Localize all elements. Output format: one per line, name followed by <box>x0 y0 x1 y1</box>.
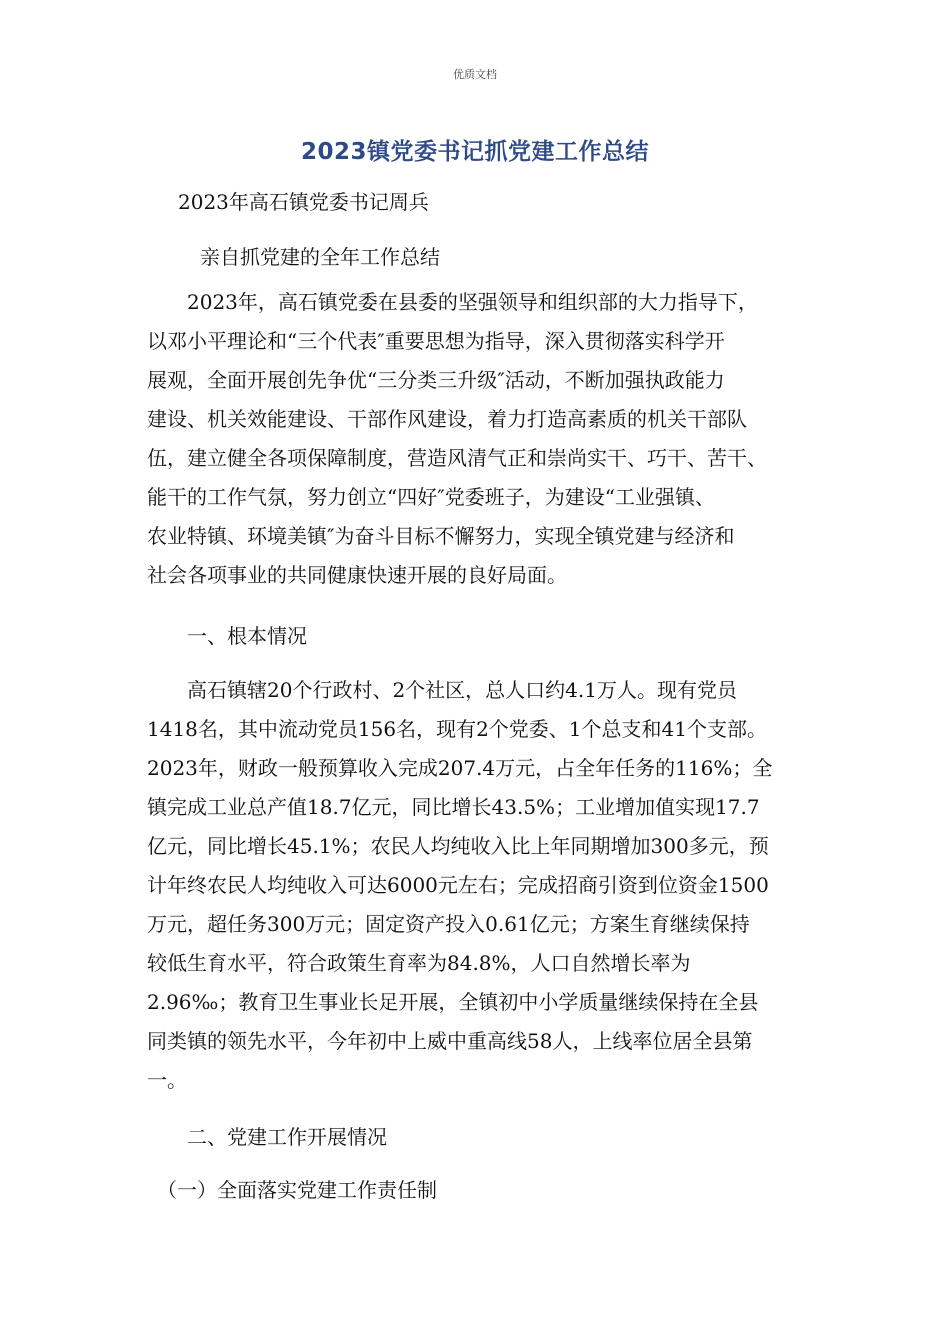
intro-line: 建设、机关效能建设、干部作风建设，着力打造高素质的机关干部队 <box>147 407 747 431</box>
subtitle-line-1: 2023年高石镇党委书记周兵 <box>178 190 429 214</box>
section-1-line: 一。 <box>147 1068 187 1092</box>
intro-line: 社会各项事业的共同健康快速开展的良好局面。 <box>147 563 567 587</box>
section-1-line: 镇完成工业总产值18.7亿元，同比增长43.5%；工业增加值实现17.7 <box>147 795 760 819</box>
section-1-paragraph <box>147 671 807 1100</box>
intro-paragraph <box>147 283 807 595</box>
intro-line: 展观，全面开展创先争优“三分类三升级″活动，不断加强执政能力 <box>147 368 725 392</box>
section-2-sub-1-wrap <box>147 1171 807 1210</box>
section-1-heading-wrap <box>147 617 807 656</box>
section-1-line: 1418名，其中流动党员156名，现有2个党委、1个总支和41个支部。 <box>147 717 767 741</box>
intro-line: 以邓小平理论和“三个代表″重要思想为指导，深入贯彻落实科学开 <box>147 329 725 353</box>
section-2-heading: 二、党建工作开展情况 <box>147 1125 387 1149</box>
section-1-line: 万元，超任务300万元；固定资产投入0.61亿元；方案生育继续保持 <box>147 912 750 936</box>
section-1-line: 同类镇的领先水平，今年初中上威中重高线58人，上线率位居全县第 <box>147 1029 753 1053</box>
intro-line: 伍，建立健全各项保障制度，营造风清气正和崇尚实干、巧干、苦干、 <box>147 446 767 470</box>
intro-line: 能干的工作气氛，努力创立“四好″党委班子，为建设“工业强镇、 <box>147 485 715 509</box>
section-2-subheading-1: （一）全面落实党建工作责任制 <box>147 1178 437 1202</box>
header-watermark: 优质文档 <box>453 68 497 81</box>
subtitle-line-2: 亲自抓党建的全年工作总结 <box>200 245 440 269</box>
section-1-line: 高石镇辖20个行政村、2个社区，总人口约4.1万人。现有党员 <box>147 678 737 702</box>
section-1-line: 计年终农民人均纯收入可达6000元左右；完成招商引资到位资金1500 <box>147 873 769 897</box>
section-1-line: 2023年，财政一般预算收入完成207.4万元，占全年任务的116%；全 <box>147 756 773 780</box>
section-2-heading-wrap <box>147 1118 807 1157</box>
section-1-line: 2.96‰；教育卫生事业长足开展，全镇初中小学质量继续保持在全县 <box>147 990 759 1014</box>
section-1-line: 亿元，同比增长45.1%；农民人均纯收入比上年同期增加300多元，预 <box>147 834 769 858</box>
section-1-heading: 一、根本情况 <box>147 624 307 648</box>
document-title: 2023镇党委书记抓党建工作总结 <box>300 139 649 165</box>
intro-line: 农业特镇、环境美镇″为奋斗目标不懈努力，实现全镇党建与经济和 <box>147 524 735 548</box>
section-1-line: 较低生育水平，符合政策生育率为84.8%，人口自然增长率为 <box>147 951 691 975</box>
intro-line: 2023年，高石镇党委在县委的坚强领导和组织部的大力指导下， <box>147 290 758 314</box>
